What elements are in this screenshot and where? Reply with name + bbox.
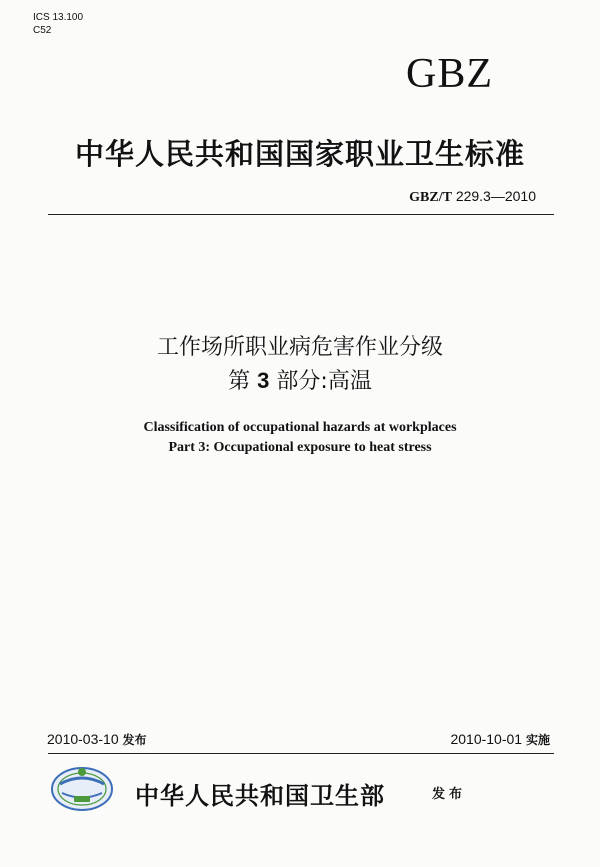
- ics-code: ICS 13.100: [33, 12, 84, 23]
- bottom-divider: [48, 753, 554, 754]
- implementation-date: [450, 731, 550, 748]
- implementation-date-value: 2010-10-01: [450, 731, 523, 747]
- issue-date: [47, 731, 147, 748]
- english-title-line-2: Part 3: Occupational exposure to heat stress: [168, 440, 432, 455]
- chinese-title-line-1: 工作场所职业病危害作业分级: [156, 335, 443, 360]
- issue-date-label: 发布: [122, 733, 147, 747]
- english-title-line-1: Classification of occupational hazards at workplaces: [143, 420, 457, 435]
- publisher-seal-logo: [50, 766, 114, 812]
- chinese-title-part-a: 第: [228, 369, 251, 394]
- chinese-title-part-b: 部分:高温: [276, 369, 372, 394]
- top-divider: [48, 214, 554, 215]
- implementation-date-label: 实施: [525, 733, 550, 747]
- classification-codes: [33, 11, 83, 37]
- chinese-title-line-2: [0, 364, 600, 395]
- standard-number: [409, 188, 536, 206]
- standard-number-prefix: GBZ/T: [409, 190, 452, 205]
- issuing-authority: 中华人民共和国卫生部: [135, 782, 385, 810]
- standard-category-title: 中华人民共和国国家职业卫生标准: [74, 137, 525, 171]
- issue-date-value: 2010-03-10: [47, 731, 119, 747]
- standard-number-value: 229.3—2010: [455, 188, 536, 204]
- ccs-code: C52: [33, 25, 52, 36]
- chinese-title-part-number: 3: [257, 368, 270, 393]
- issuing-authority-suffix: 发布: [432, 787, 467, 802]
- gbz-logo: GBZ: [406, 51, 493, 97]
